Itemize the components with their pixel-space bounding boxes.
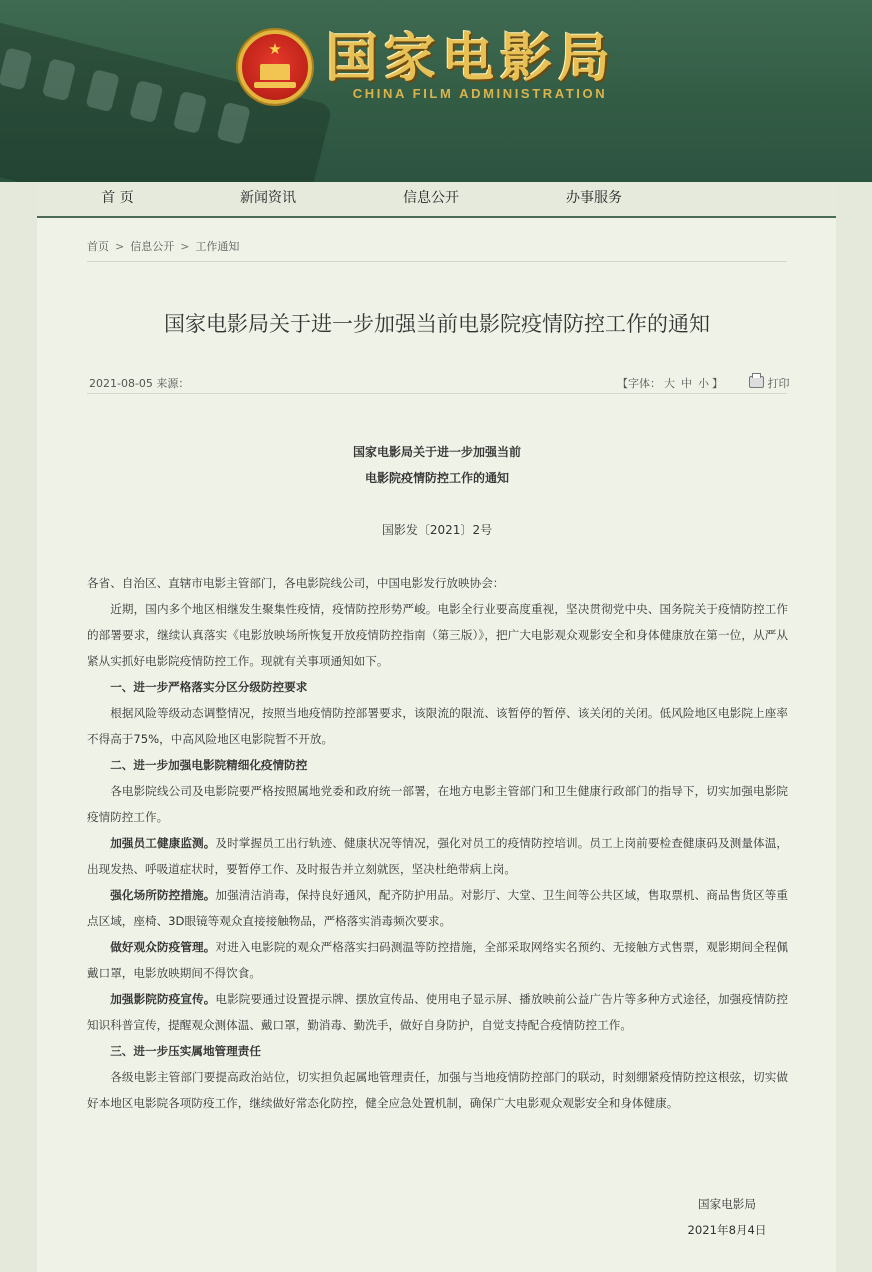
salutation: 各省、自治区、直辖市电影主管部门，各电影院线公司，中国电影发行放映协会： — [87, 576, 505, 590]
font-size-label: 【字体： — [617, 377, 661, 390]
font-size-medium[interactable]: 中 — [681, 377, 692, 390]
item-paragraph — [87, 882, 788, 934]
item-paragraph — [87, 986, 788, 1038]
document-number: 国影发〔2021〕2号 — [381, 523, 493, 537]
article-tools — [617, 375, 790, 391]
article-meta: 2021-08-05 来源： — [89, 377, 190, 390]
doc-title-line2: 电影院疫情防控工作的通知 — [364, 471, 509, 485]
signature: 国家电影局 — [698, 1197, 756, 1211]
header-banner — [0, 0, 872, 182]
nav-info-disclosure[interactable]: 信息公开 — [403, 190, 459, 206]
breadcrumb-separator: > — [115, 240, 125, 253]
national-emblem-icon[interactable]: ★ — [238, 30, 312, 104]
section-paragraph: 根据风险等级动态调整情况，按照当地疫情防控部署要求，该限流的限流、该暂停的暂停、该关闭的关闭。低风险地区电影院上座率不得高于75%，中高风险地区电影院暂不开放。 — [87, 706, 788, 746]
item-title: 加强影院防疫宣传。 — [110, 992, 216, 1006]
breadcrumb-home[interactable]: 首页 — [87, 240, 109, 253]
divider — [87, 261, 787, 262]
content-panel — [37, 218, 836, 1272]
print-link[interactable]: 打印 — [767, 377, 790, 390]
section-heading: 三、进一步压实属地管理责任 — [110, 1044, 261, 1058]
main-nav — [37, 182, 836, 218]
item-text: 及时掌握员工出行轨迹、健康状况等情况，强化对员工的疫情防控培训。员工上岗前要检查健康码及测量体温，出现发热、呼吸道症状时，要暂停工作、及时报告并立刻就医，坚决杜绝带病上岗。 — [87, 836, 788, 876]
breadcrumb — [87, 238, 239, 254]
section-heading: 二、进一步加强电影院精细化疫情防控 — [110, 758, 308, 772]
nav-services[interactable]: 办事服务 — [566, 190, 622, 206]
item-paragraph — [87, 830, 788, 882]
item-paragraph — [87, 934, 788, 986]
section-paragraph: 各电影院线公司及电影院要严格按照属地党委和政府统一部署，在地方电影主管部门和卫生健康行政部门的指导下，切实加强电影院疫情防控工作。 — [87, 784, 788, 824]
breadcrumb-current[interactable]: 工作通知 — [195, 240, 240, 253]
section-heading: 一、进一步严格落实分区分级防控要求 — [110, 680, 308, 694]
site-title[interactable]: 国家电影局 — [326, 28, 617, 89]
nav-home[interactable]: 首 页 — [101, 190, 134, 206]
divider — [87, 393, 787, 394]
doc-title-line1: 国家电影局关于进一步加强当前 — [352, 445, 521, 459]
signature-date: 2021年8月4日 — [687, 1223, 767, 1237]
article-body — [87, 570, 788, 1116]
site-subtitle: CHINA FILM ADMINISTRATION — [352, 86, 608, 101]
breadcrumb-separator: > — [180, 240, 190, 253]
item-title: 做好观众防疫管理。 — [110, 940, 216, 954]
item-title: 强化场所防控措施。 — [110, 888, 216, 902]
item-text: 对进入电影院的观众严格落实扫码测温等防控措施，全部采取网络实名预约、无接触方式售票，观影期间全程佩戴口罩，电影放映期间不得饮食。 — [87, 940, 788, 980]
intro-paragraph: 近期，国内多个地区相继发生聚集性疫情，疫情防控形势严峻。电影全行业要高度重视，坚决贯彻党中央、国务院关于疫情防控工作的部署要求，继续认真落实《电影放映场所恢复开放疫情防控指南（第三版）》，把广大电影观众观影安全和身体健康放在第一位，从严从紧从实抓好电影院疫情防控工作。现就有关事项通知如下。 — [87, 602, 788, 668]
font-size-large[interactable]: 大 — [664, 377, 675, 390]
item-text: 加强清洁消毒，保持良好通风，配齐防护用品。对影厅、大堂、卫生间等公共区域，售取票机、商品售货区等重点区域，座椅、3D眼镜等观众直接接触物品，严格落实消毒频次要求。 — [87, 888, 788, 928]
font-size-small[interactable]: 小 — [698, 377, 709, 390]
article-title: 国家电影局关于进一步加强当前电影院疫情防控工作的通知 — [164, 312, 710, 336]
nav-news[interactable]: 新闻资讯 — [240, 190, 296, 206]
item-text: 电影院要通过设置提示牌、摆放宣传品、使用电子显示屏、播放映前公益广告片等多种方式途径，加强疫情防控知识科普宣传，提醒观众测体温、戴口罩，勤消毒、勤洗手，做好自身防护，自觉支持配合疫情防控工作。 — [87, 992, 788, 1032]
font-size-label-close: 】 — [712, 377, 723, 390]
item-title: 加强员工健康监测。 — [110, 836, 216, 850]
breadcrumb-info[interactable]: 信息公开 — [130, 240, 175, 253]
print-icon[interactable] — [749, 376, 764, 388]
section-paragraph: 各级电影主管部门要提高政治站位，切实担负起属地管理责任，加强与当地疫情防控部门的联动，时刻绷紧疫情防控这根弦，切实做好本地区电影院各项防疫工作，继续做好常态化防控，健全应急处置机制，确保广大电影观众观影安全和身体健康。 — [87, 1070, 788, 1110]
